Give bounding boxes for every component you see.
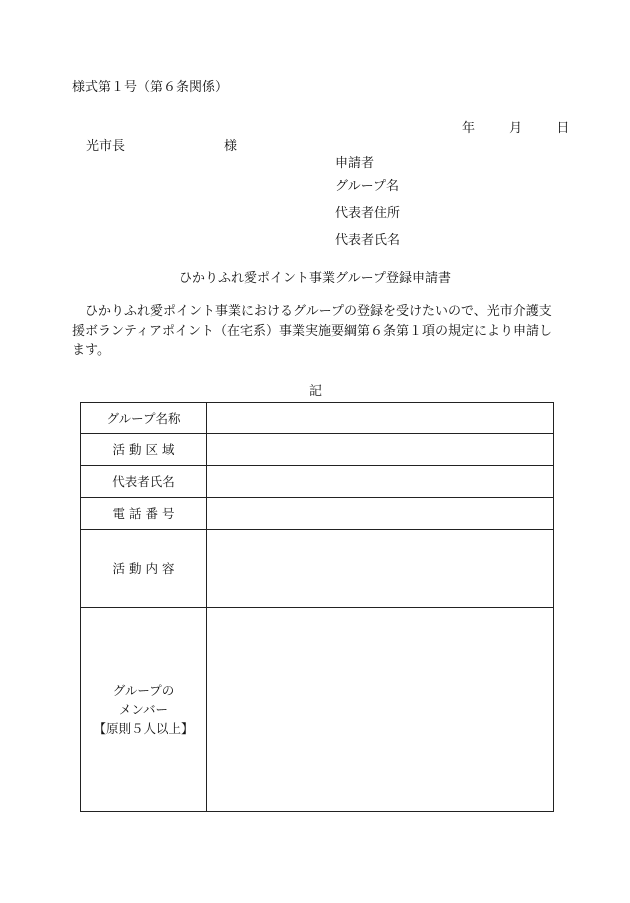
activity-area-cell-label: 活 動 区 域 (81, 434, 207, 466)
addressee-name: 光市長 (86, 139, 126, 154)
table-row (81, 434, 554, 466)
rep-address-label: 代表者住所 (335, 206, 401, 221)
members-label-line3: 【原則５人以上】 (93, 721, 194, 736)
registration-table (80, 402, 554, 812)
year-label: 年 (462, 121, 476, 136)
members-cell-value[interactable] (207, 608, 554, 812)
group-name-cell-label: グループ名称 (81, 403, 207, 434)
month-label: 月 (509, 121, 523, 136)
table-row (81, 530, 554, 608)
activity-content-cell-label: 活 動 内 容 (81, 530, 207, 608)
table-row (81, 466, 554, 498)
phone-cell-label: 電 話 番 号 (81, 498, 207, 530)
addressee-honorific: 様 (224, 139, 238, 154)
members-cell-label (81, 608, 207, 812)
table-row (81, 498, 554, 530)
activity-content-cell-value[interactable] (207, 530, 554, 608)
rep-name-cell-label: 代表者氏名 (81, 466, 207, 498)
group-name-cell-value[interactable] (207, 403, 554, 434)
group-name-label: グループ名 (335, 179, 399, 194)
members-label-line1: グループの (112, 683, 175, 698)
members-label-line2: メンバー (118, 702, 169, 717)
rep-name-cell-value[interactable] (207, 466, 554, 498)
form-number: 様式第１号（第６条関係） (72, 80, 229, 95)
day-label: 日 (556, 121, 570, 136)
ki-label: 記 (309, 384, 323, 399)
table-row (81, 403, 554, 434)
applicant-label: 申請者 (335, 156, 375, 171)
rep-name-label: 代表者氏名 (335, 233, 401, 248)
phone-cell-value[interactable] (207, 498, 554, 530)
table-row (81, 608, 554, 812)
date-line (462, 117, 569, 136)
activity-area-cell-value[interactable] (207, 434, 554, 466)
document-body: ひかりふれ愛ポイント事業におけるグループの登録を受けたいので、光市介護支援ボランティアポイント（在宅系）事業実施要綱第６条第１項の規定により申請します。 (72, 304, 552, 358)
document-title: ひかりふれ愛ポイント事業グループ登録申請書 (179, 271, 451, 286)
